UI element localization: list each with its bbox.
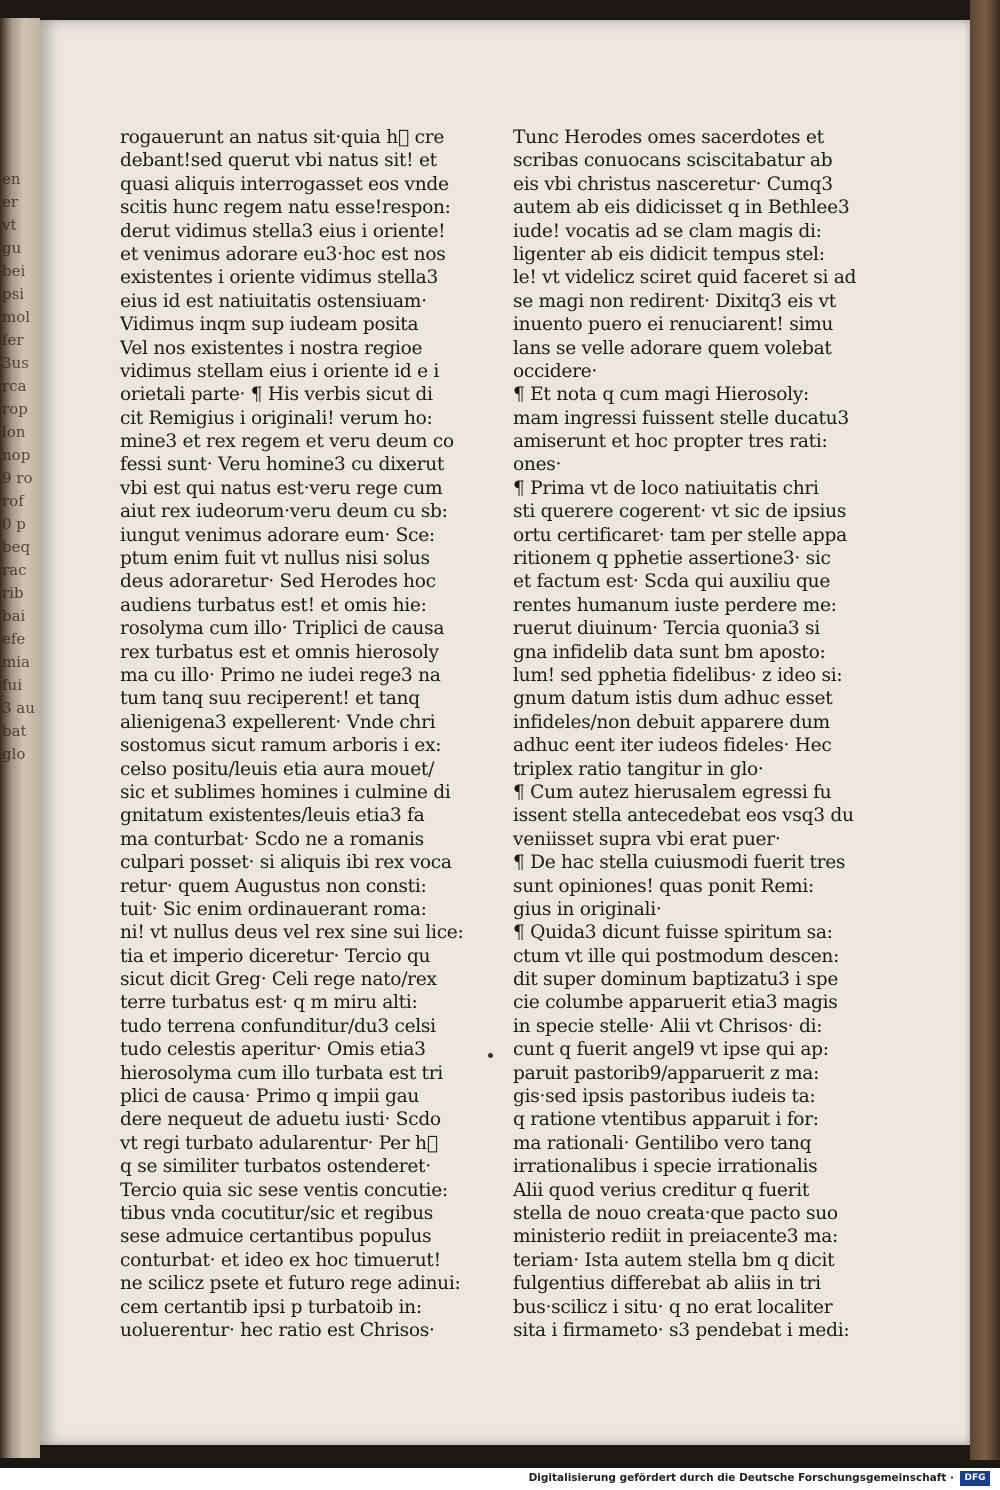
text-line: sita i firmameto· s3 pendebat i medi:	[513, 1319, 850, 1341]
text-line: gnitatum existentes/leuis etia3 fa	[120, 805, 425, 827]
text-line: ones·	[513, 454, 562, 476]
text-line: Tunc Herodes omes sacerdotes et	[513, 127, 824, 148]
text-line: ma rationali· Gentilibo vero tanq	[513, 1132, 812, 1154]
text-line: sostomus sicut ramum arboris i ex:	[120, 735, 442, 757]
text-line: cit Remigius i originali! verum ho:	[120, 407, 433, 429]
text-line: veniisset supra vbi erat puer·	[513, 828, 781, 850]
text-line: gnum datum istis dum adhuc esset	[513, 688, 833, 710]
text-line: lum! sed pphetia fidelibus· z ideo si:	[513, 664, 843, 686]
text-line: deus adoraretur· Sed Herodes hoc	[120, 571, 436, 593]
text-line: scitis hunc regem natu esse!respon:	[120, 197, 451, 219]
text-line: quasi aliquis interrogasset eos vnde	[120, 173, 449, 195]
text-line: teriam· Ista autem stella bm q dicit	[513, 1249, 835, 1271]
text-line: ligenter ab eis didicit tempus stel:	[513, 243, 825, 265]
text-line: derut vidimus stella3 eius i oriente!	[120, 220, 446, 242]
text-line: lans se velle adorare quem volebat	[513, 337, 832, 359]
text-line: paruit pastorib9/apparuerit z ma:	[513, 1062, 820, 1084]
text-line: ctum vt ille qui postmodum descen:	[513, 945, 840, 967]
text-line: ma cu illo· Primo ne iudei rege3 na	[120, 664, 441, 686]
text-line: gis·sed ipsis pastoribus iudeis ta:	[513, 1086, 816, 1108]
funding-credit: Digitalisierung gefördert durch die Deutsche Forschungsgemeinschaft ·	[528, 1472, 954, 1484]
text-line: aiut rex iudeorum·veru deum cu sb:	[120, 501, 448, 523]
text-line: et factum est· Scda qui auxiliu que	[513, 571, 831, 593]
text-line: scribas conuocans sciscitabatur ab	[513, 150, 833, 172]
text-line: retur· quem Augustus non consti:	[120, 875, 427, 897]
text-line: rogauerunt an natus sit·quia hᷓ cre	[120, 127, 445, 148]
text-line: debant!sed querut vbi natus sit! et	[120, 150, 437, 172]
text-line: adhuc eent iter iudeos fideles· Hec	[513, 735, 832, 757]
text-line: fulgentius differebat ab aliis in tri	[513, 1273, 821, 1295]
text-line: occidere·	[513, 360, 597, 382]
text-line: rex turbatus est et omnis hierosoly	[120, 641, 439, 663]
text-line: tibus vnda cocutitur/sic et regibus	[120, 1202, 434, 1224]
text-line: hierosolyma cum illo turbata est tri	[120, 1062, 443, 1084]
text-line: terre turbatus est· q m miru alti:	[120, 992, 418, 1014]
text-line: orietali parte· ¶ His verbis sicut di	[120, 384, 433, 406]
text-line: ma conturbat· Scdo ne a romanis	[120, 828, 424, 850]
text-line: Vidimus inqm sup iudeam posita	[120, 314, 419, 336]
text-line: stella de nouo creata·que pacto suo	[513, 1202, 838, 1224]
ink-speck	[488, 1053, 493, 1058]
dfg-logo: DFG	[960, 1471, 990, 1486]
text-line: amiserunt et hoc propter tres rati:	[513, 431, 828, 453]
text-line: gna infidelib data sunt bm aposto:	[513, 641, 826, 663]
text-line: ne scilicz psete et futuro rege adinui:	[120, 1273, 461, 1295]
text-line: sicut dicit Greg· Celi rege nato/rex	[120, 969, 437, 991]
text-line: eis vbi christus nasceretur· Cumq3	[513, 173, 833, 195]
text-line: ministerio rediit in preiacente3 ma:	[513, 1226, 838, 1248]
text-line: eius id est natiuitatis ostensiuam·	[120, 290, 427, 312]
text-line: se magi non redirent· Dixitq3 eis vt	[513, 290, 836, 312]
text-line: celso positu/leuis etia aura mouet/	[120, 758, 435, 780]
text-line: ruerut diuinum· Tercia quonia3 si	[513, 618, 820, 640]
text-line: ¶ Cum autez hierusalem egressi fu	[513, 781, 832, 803]
text-line: irrationalibus i specie irrationalis	[513, 1156, 818, 1178]
text-line: bus·scilicz i situ· q no erat localiter	[513, 1296, 833, 1318]
text-line: cie columbe apparuerit etia3 magis	[513, 992, 838, 1014]
text-line: iungut venimus adorare eum· Sce:	[120, 524, 435, 546]
text-line: cunt q fuerit angel9 vt ipse qui ap:	[513, 1039, 829, 1061]
text-line: inuento puero ei renuciarent! simu	[513, 314, 834, 336]
text-line: alienigena3 expellerent· Vnde chri	[120, 711, 436, 733]
text-line: uoluerentur· hec ratio est Chrisos·	[120, 1319, 435, 1341]
text-line: mam ingressi fuissent stelle ducatu3	[513, 407, 849, 429]
text-line: conturbat· et ideo ex hoc timuerut!	[120, 1249, 441, 1271]
text-line: Tercio quia sic sese ventis concutie:	[120, 1179, 448, 1201]
text-line: audiens turbatus est! et omis hie:	[120, 594, 427, 616]
text-line: sti querere cogerent· vt sic de ipsius	[513, 501, 847, 523]
text-line: Vel nos existentes i nostra regioe	[120, 337, 423, 359]
text-line: tudo celestis aperitur· Omis etia3	[120, 1039, 426, 1061]
text-line: ¶ De hac stella cuiusmodi fuerit tres	[513, 852, 846, 874]
text-line: tia et imperio diceretur· Tercio qu	[120, 945, 431, 967]
text-line: iude! vocatis ad se clam magis di:	[513, 220, 822, 242]
text-line: rosolyma cum illo· Triplici de causa	[120, 618, 445, 640]
text-line: plici de causa· Primo q impii gau	[120, 1086, 420, 1108]
text-line: tuit· Sic enim ordinauerant roma:	[120, 898, 427, 920]
text-line: sunt opiniones! quas ponit Remi:	[513, 875, 815, 897]
right-text-column	[513, 126, 865, 1342]
book-cover-edge	[970, 0, 1000, 1460]
text-line: autem ab eis didicisset q in Bethlee3	[513, 197, 850, 219]
text-line: in specie stelle· Alii vt Chrisos· di:	[513, 1015, 823, 1037]
text-line: existentes i oriente vidimus stella3	[120, 267, 438, 289]
footer-bar	[0, 1468, 1000, 1490]
text-line: ptum enim fuit vt nullus nisi solus	[120, 548, 430, 570]
text-line: tum tanq suu reciperent! et tanq	[120, 688, 420, 710]
text-line: infideles/non debuit apparere dum	[513, 711, 830, 733]
text-line: dit super dominum baptizatu3 i spe	[513, 969, 839, 991]
text-line: fessi sunt· Veru homine3 cu dixerut	[120, 454, 445, 476]
text-line: issent stella antecedebat eos vsq3 du	[513, 805, 854, 827]
manuscript-page	[40, 20, 970, 1445]
text-line: et venimus adorare eu3·hoc est nos	[120, 243, 446, 265]
text-line: culpari posset· si aliquis ibi rex voca	[120, 852, 452, 874]
text-line: vbi est qui natus est·veru rege cum	[120, 477, 443, 499]
text-line: sic et sublimes homines i culmine di	[120, 781, 451, 803]
text-line: dere nequeut de aduetu iusti· Scdo	[120, 1109, 441, 1131]
text-line: Alii quod verius creditur q fuerit	[513, 1179, 810, 1201]
text-line: ortu certificaret· tam per stelle appa	[513, 524, 847, 546]
text-line: cem certantib ipsi p turbatoib in:	[120, 1296, 422, 1318]
left-text-column	[120, 126, 465, 1342]
text-line: q se similiter turbatos ostenderet·	[120, 1156, 431, 1178]
text-line: gius in originali·	[513, 898, 662, 920]
text-line: q ratione vtentibus apparuit i for:	[513, 1109, 819, 1131]
text-line: ritionem q pphetie assertione3· sic	[513, 548, 831, 570]
text-line: ¶ Prima vt de loco natiuitatis chri	[513, 477, 819, 499]
text-line: triplex ratio tangitur in glo·	[513, 758, 764, 780]
text-line: tudo terrena confunditur/du3 celsi	[120, 1015, 436, 1037]
text-line: ni! vt nullus deus vel rex sine sui lice:	[120, 922, 464, 944]
left-edge-text: en er vt gu bei psi mol fer 3us rca rop lon nop 9 ro rof 0 p beq rac rib bai efe mia fui 3 au bat glo	[2, 170, 35, 763]
text-line: rentes humanum iuste perdere me:	[513, 594, 837, 616]
text-line: mine3 et rex regem et veru deum co	[120, 431, 454, 453]
text-line: sese admuice certantibus populus	[120, 1226, 432, 1248]
text-line: vidimus stellam eius i oriente id e i	[120, 360, 440, 382]
text-line: ¶ Quida3 dicunt fuisse spiritum sa:	[513, 922, 833, 944]
text-line: ¶ Et nota q cum magi Hierosoly:	[513, 384, 809, 406]
text-line: le! vt videlicz sciret quid faceret si ad	[513, 267, 857, 289]
left-page-edge	[0, 18, 40, 1458]
text-line: vt regi turbato adularentur· Per hᷓ	[120, 1132, 438, 1154]
